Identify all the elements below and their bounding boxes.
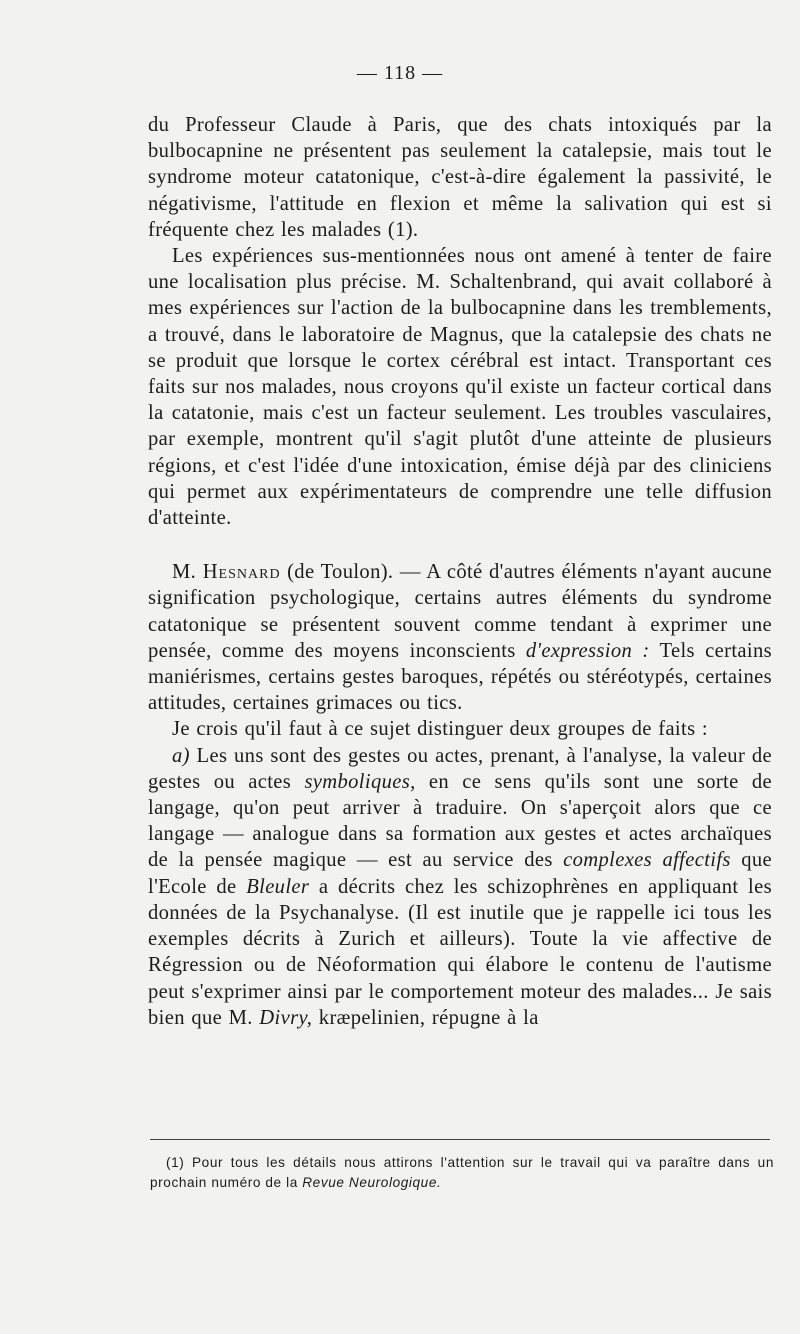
page-number: — 118 — — [356, 62, 444, 84]
speaker-name: Hesnard — [202, 561, 281, 584]
point-a-text-1: Les uns sont des gestes ou actes, prenant, à l'analyse, la valeur de gestes ou actes — [148, 744, 772, 793]
paragraph-hesnard — [148, 559, 772, 716]
hesnard-tail: Tels certains maniérismes, certains gestes baroques, répétés ou stéréotypés, certaines attitudes, certaines grimaces ou tics. — [148, 639, 772, 715]
emphasis-complexes: complexes affectifs — [563, 849, 731, 872]
emphasis-symboliques: symboliques, — [304, 770, 416, 793]
paragraph-experiments: Les expériences sus-mentionnées nous ont amené à tenter de faire une localisation plus précise. M. Schaltenbrand, qui avait collaboré à mes expériences sur l'action de la bulbocapnine dans les tremblements, a trouvé, dans le laboratoire de Magnus, que la catalepsie des chats ne se produit que lorsque le cortex cérébral est intact. Transportant ces faits sur nos malades, nous croyons qu'il existe un facteur cortical dans la catatonie, mais c'est un facteur seulement. Les troubles vasculaires, par exemple, montrent qu'il s'agit plutôt d'une atteinte de plusieurs régions, et c'est l'idée d'une intoxication, émise déjà par des cliniciens qui permet aux expérimentateurs de comprendre une telle diffusion d'atteinte. — [148, 245, 772, 530]
point-a-text-2: en ce sens qu'ils sont une sorte de langage, qu'on peut arriver à traduire. On s'aperçoit alors que ce langage — analogue dans sa formation aux gestes et actes archaïques de la pensée magique — est au service des — [148, 770, 773, 872]
point-a-text-5: kræpelinien, répugne à la — [312, 1006, 539, 1029]
point-label: a) — [172, 744, 190, 767]
paragraph-point-a — [148, 743, 772, 1031]
speaker-prefix: M. — [172, 561, 197, 584]
hesnard-lead: (de Toulon). — A côté d'autres éléments n'ayant aucune signification psychologique, certains autres éléments du syndrome catatonique se présentent souvent comme tendant à exprimer une pensée, comme des moyens inconscients — [148, 561, 772, 662]
point-a-text-3: que l'Ecole de — [148, 849, 772, 898]
emphasis-bleuler: Bleuler — [246, 875, 310, 898]
paragraph-continuation: du Professeur Claude à Paris, que des chats intoxiqués par la bulbocapnine ne présentent pas seulement la catalepsie, mais tout le syndrome moteur catatonique, c'est-à-dire également la passivité, le négativisme, l'attitude en flexion et même la salivation qui est si fréquente chez les malades (1). — [148, 114, 772, 241]
footnote-text: Pour tous les détails nous attirons l'attention sur le travail qui va paraître dans un prochain numéro de la — [150, 1155, 774, 1190]
footnote-journal: Revue Neurologique. — [302, 1175, 442, 1190]
main-text — [148, 112, 772, 1031]
footnote — [150, 1153, 774, 1193]
footnote-rule — [150, 1139, 770, 1140]
paragraph-two-groups: Je crois qu'il faut à ce sujet distinguer deux groupes de faits : — [172, 718, 709, 741]
emphasis-divry: Divry, — [259, 1006, 313, 1029]
emphasis-expression: d'expression : — [525, 639, 650, 662]
footnote-marker: (1) — [166, 1155, 185, 1170]
point-a-text-4: a décrits chez les schizophrènes en appliquant les données de la Psychanalyse. (Il est inutile que je rappelle ici tous les exemples décrits à Zurich et ailleurs). Toute la vie affective de Régression ou de Néoformation qui élabore le contenu de l'autisme peut s'exprimer ainsi par le comportement moteur des malades... Je sais bien que M. — [148, 875, 772, 1029]
